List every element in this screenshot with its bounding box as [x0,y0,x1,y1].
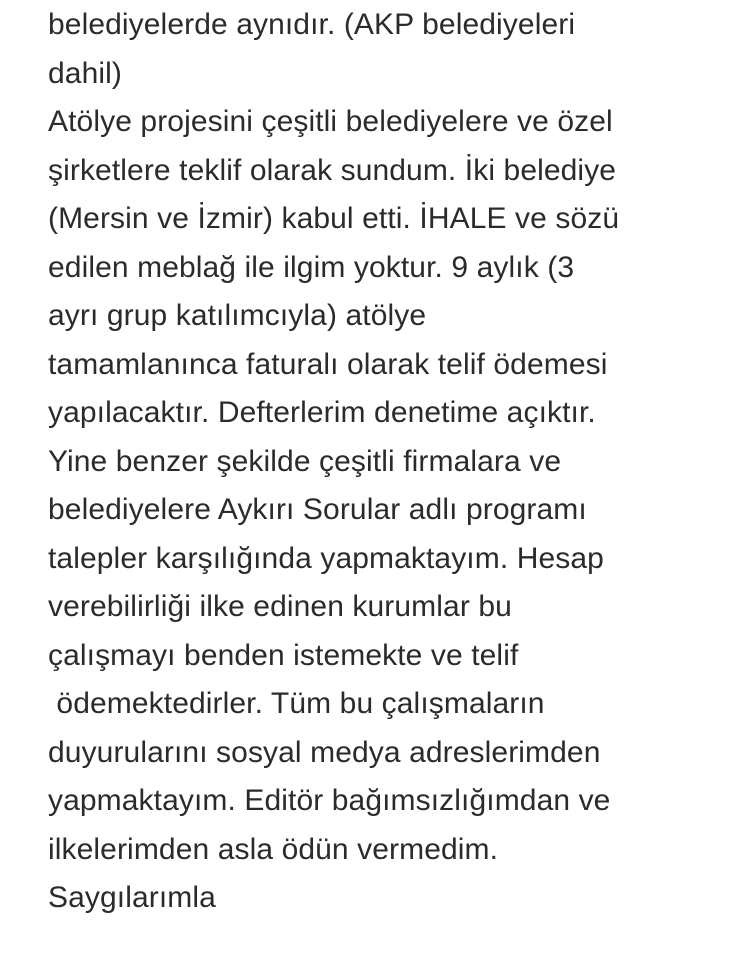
note-line: şirketlere teklif olarak sundum. İki belediye [48,153,617,187]
note-line: edilen meblağ ile ilgim yoktur. 9 aylık (3 [48,250,575,284]
note-line: yapmaktayım. Editör bağımsızlığımdan ve [48,784,611,817]
note-line: yapılacaktır. Defterlerim denetime açıktır. [48,396,596,429]
note-line: Yine benzer şekilde çeşitli firmalara ve [48,444,562,478]
note-line: belediyelere Aykırı Sorular adlı programı [48,493,587,526]
note-line: ayrı grup katılımcıyla) atölye [48,299,427,332]
note-text-body [48,1,738,923]
note-line: ödemektedirler. Tüm bu çalışmaların [48,687,545,720]
note-line: Atölye projesini çeşitli belediyelere ve özel [48,105,613,138]
note-line: dahil) [48,56,122,90]
note-line: ilkelerimden asla ödün vermedim. [48,832,499,866]
note-line: verebilirliği ilke edinen kurumlar bu [48,590,512,623]
note-line: talepler karşılığında yapmaktayım. Hesap [48,541,604,575]
note-line: duyurularını sosyal medya adreslerimden [48,735,601,769]
note-line: (Mersin ve İzmir) kabul etti. İHALE ve sözü [48,202,620,235]
note-signoff: Saygılarımla [48,881,216,914]
note-line: çalışmayı benden istemekte ve telif [48,638,519,672]
note-line: tamamlanınca faturalı olarak telif ödemesi [48,347,608,381]
note-line: belediyelerde aynıdır. (AKP belediyeleri [48,8,576,41]
